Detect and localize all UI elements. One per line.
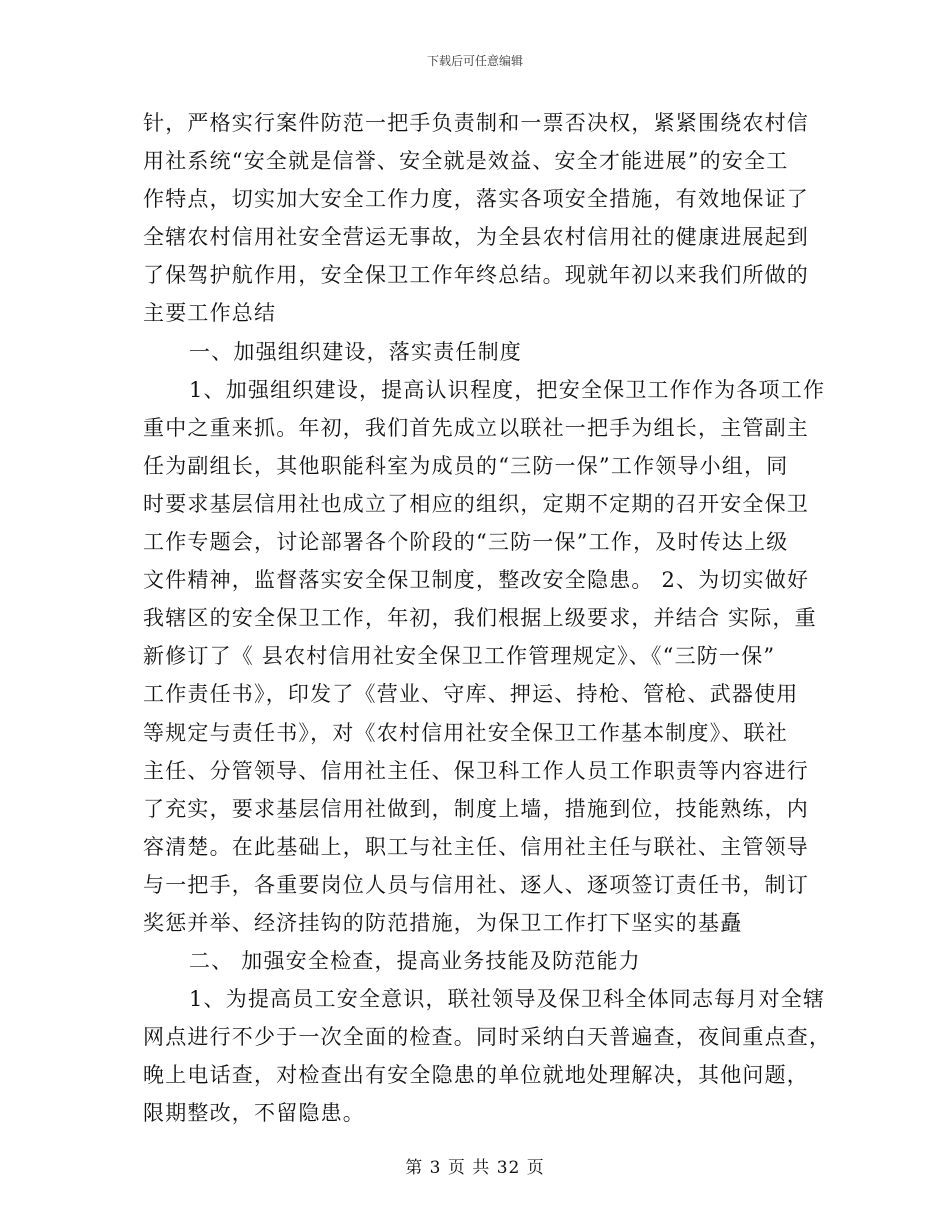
section-heading: 二、 加强安全检查，提高业务技能及防范能力 [189, 949, 641, 974]
body-line: 奖惩并举、经济挂钩的防范措施，为保卫工作打下坚实的基矗 [143, 910, 743, 935]
body-line: 容清楚。在此基础上，职工与社主任、信用社主任与联社、主管领导 [143, 834, 809, 859]
body-line: 与一把手，各重要岗位人员与信用社、逐人、逐项签订责任书，制订 [143, 872, 809, 897]
body-line: 新修订了《 县农村信用社安全保卫工作管理规定》、《“三防一保” [143, 644, 776, 669]
document-body [143, 104, 832, 1133]
body-line: 我辖区的安全保卫工作，年初，我们根据上级要求，并结合 实际，重 [143, 606, 817, 631]
body-line: 文件精神，监督落实安全保卫制度，整改安全隐患。 2、为切实做好 [143, 568, 810, 593]
body-line: 等规定与责任书》，对《农村信用社安全保卫工作基本制度》、联社 [143, 720, 788, 745]
section-heading: 一、加强组织建设，落实责任制度 [189, 339, 522, 364]
body-line: 任为副组长，其他职能科室为成员的“三防一保”工作领导小组，同 [143, 453, 789, 478]
body-line: 主任、分管领导、信用社主任、保卫科工作人员工作职责等内容进行 [143, 758, 809, 783]
page-header: 下载后可任意编辑 [426, 54, 523, 68]
body-line: 全辖农村信用社安全营运无事故，为全县农村信用社的健康进展起到 [143, 225, 809, 250]
body-line: 重中之重来抓。年初，我们首先成立以联社一把手为组长，主管副主 [143, 415, 809, 440]
body-line: 了充实，要求基层信用社做到，制度上墙，措施到位，技能熟练，内 [143, 796, 809, 821]
body-line: 晚上电话查，对检查出有安全隐患的单位就地处理解决，其他问题， [143, 1063, 809, 1088]
body-line: 限期整改，不留隐患。 [143, 1101, 365, 1126]
body-line: 工作责任书》，印发了《营业、守库、押运、持枪、管枪、武器使用 [143, 682, 799, 707]
body-line: 时要求基层信用社也成立了相应的组织，定期不定期的召开安全保卫 [143, 491, 809, 516]
body-line: 针，严格实行案件防范一把手负责制和一票否决权，紧紧围绕农村信 [143, 111, 809, 135]
paragraph-start-line: 1、加强组织建设，提高认识程度，把安全保卫工作作为各项工作 [189, 377, 826, 402]
body-line: 了保驾护航作用，安全保卫工作年终总结。现就年初以来我们所做的 [143, 263, 809, 288]
body-line: 工作专题会，讨论部署各个阶段的“三防一保”工作，及时传达上级 [143, 530, 789, 555]
body-line: 网点进行不少于一次全面的检查。同时采纳白天普遍查，夜间重点查， [143, 1025, 832, 1050]
body-line: 主要工作总结 [143, 301, 277, 326]
page-number-footer: 第 3 页 共 32 页 [405, 1158, 545, 1178]
body-line: 用社系统“安全就是信誉、安全就是效益、安全才能进展”的安全工 [143, 149, 789, 174]
paragraph-start-line: 1、为提高员工安全意识，联社领导及保卫科全体同志每月对全辖 [189, 987, 826, 1012]
body-line: 作特点，切实加大安全工作力度，落实各项安全措施，有效地保证了 [143, 187, 809, 212]
